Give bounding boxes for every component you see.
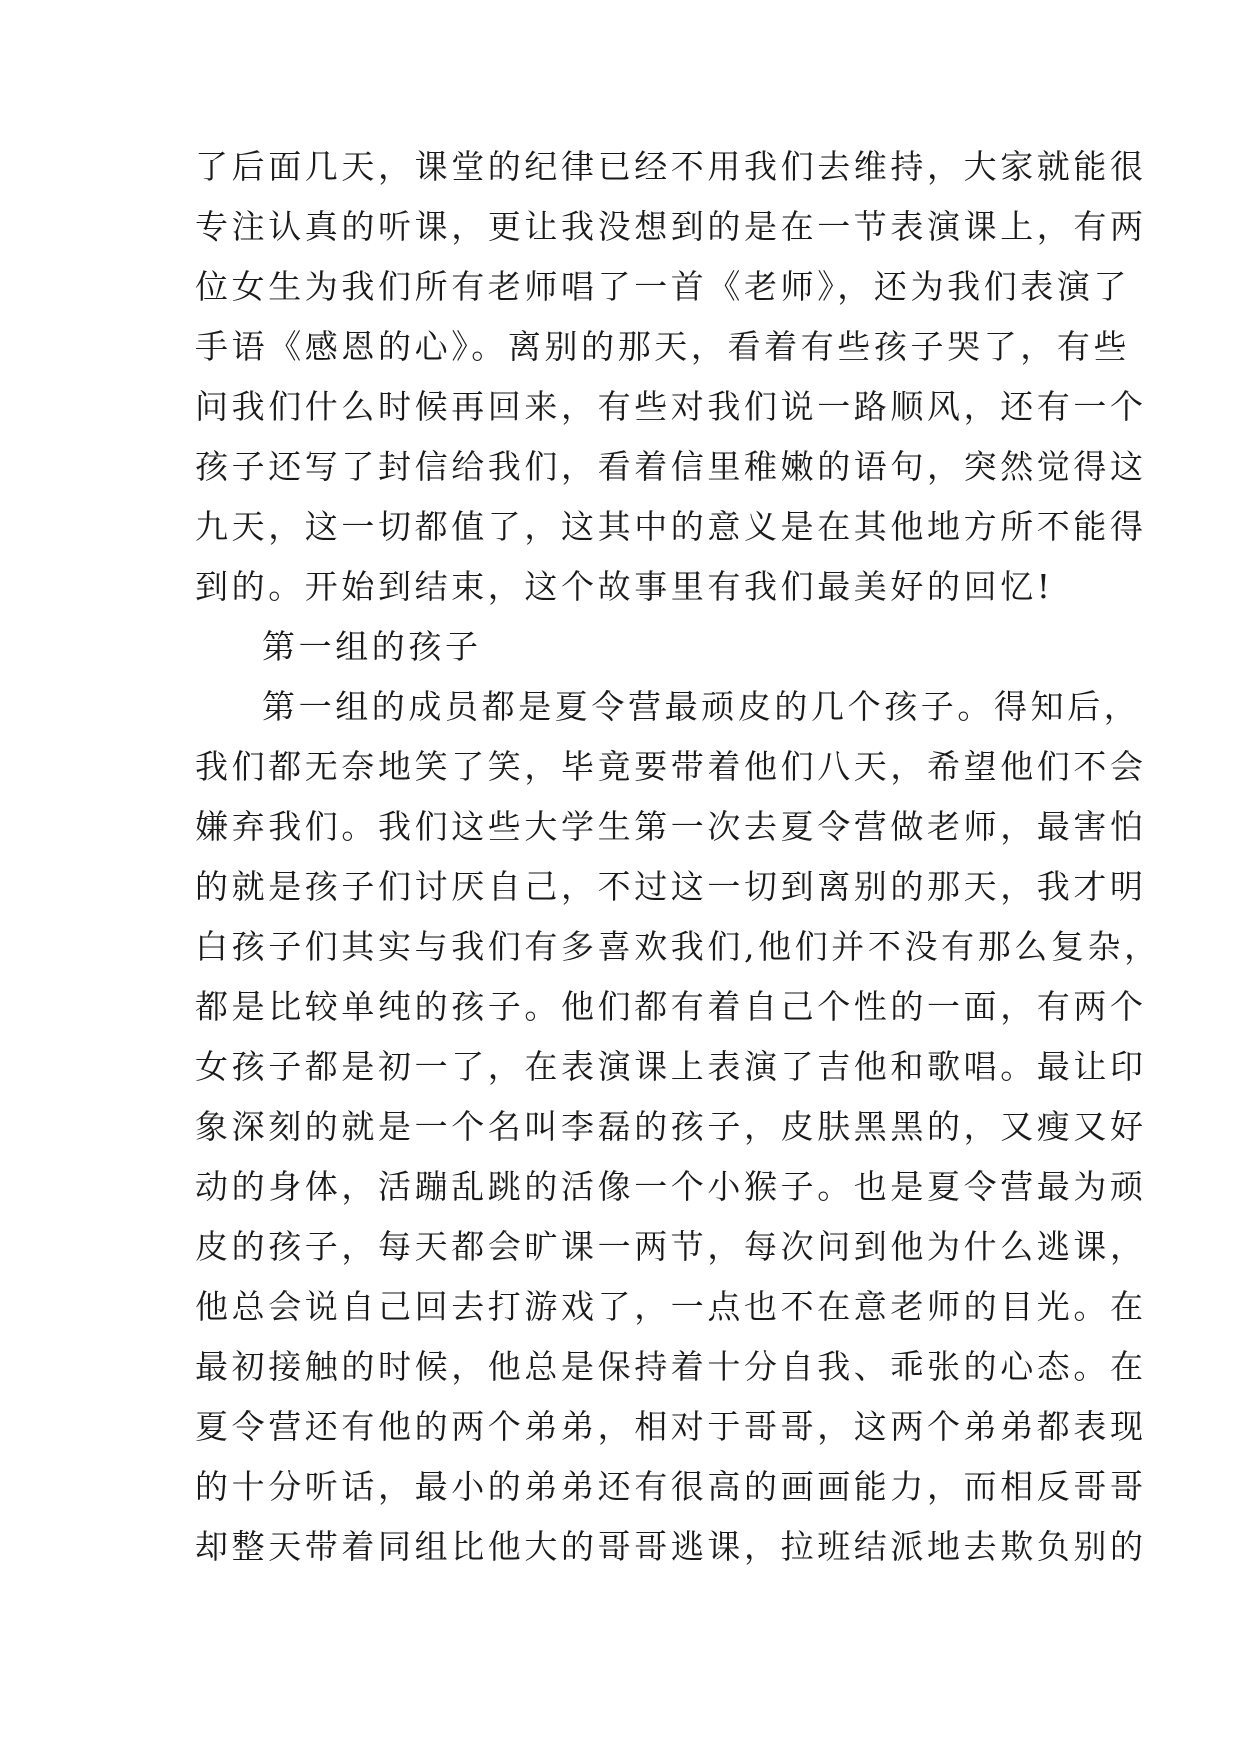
- text-line: 了后面几天，课堂的纪律已经不用我们去维持，大家就能很: [195, 147, 1147, 186]
- text-line: 夏令营还有他的两个弟弟，相对于哥哥，这两个弟弟都表现: [195, 1407, 1147, 1446]
- text-line: 到的。开始到结束，这个故事里有我们最美好的回忆!: [195, 567, 1054, 606]
- text-line: 他总会说自己回去打游戏了，一点也不在意老师的目光。在: [195, 1287, 1147, 1326]
- text-line: 象深刻的就是一个名叫李磊的孩子，皮肤黑黑的，又瘦又好: [195, 1107, 1147, 1146]
- text-line: 九天，这一切都值了，这其中的意义是在其他地方所不能得: [195, 507, 1147, 546]
- text-line: 位女生为我们所有老师唱了一首《老师》，还为我们表演了: [195, 267, 1131, 306]
- text-line: 最初接触的时候，他总是保持着十分自我、乖张的心态。在: [195, 1347, 1147, 1386]
- text-line: 女孩子都是初一了，在表演课上表演了吉他和歌唱。最让印: [195, 1047, 1147, 1086]
- text-line: 问我们什么时候再回来，有些对我们说一路顺风，还有一个: [195, 387, 1147, 426]
- text-line: 白孩子们其实与我们有多喜欢我们,他们并不没有那么复杂，: [195, 927, 1161, 966]
- text-line: 我们都无奈地笑了笑，毕竟要带着他们八天，希望他们不会: [195, 747, 1147, 786]
- text-line: 手语《感恩的心》。离别的那天，看着有些孩子哭了，有些: [195, 327, 1131, 366]
- text-line: 嫌弃我们。我们这些大学生第一次去夏令营做老师，最害怕: [195, 807, 1147, 846]
- text-line: 专注认真的听课，更让我没想到的是在一节表演课上，有两: [195, 207, 1147, 246]
- text-line: 皮的孩子，每天都会旷课一两节，每次问到他为什么逃课，: [195, 1227, 1147, 1266]
- text-line: 都是比较单纯的孩子。他们都有着自己个性的一面，有两个: [195, 987, 1147, 1026]
- text-line: 孩子还写了封信给我们，看着信里稚嫩的语句，突然觉得这: [195, 447, 1147, 486]
- text-line: 动的身体，活蹦乱跳的活像一个小猴子。也是夏令营最为顽: [195, 1167, 1147, 1206]
- text-line: 第一组的成员都是夏令营最顽皮的几个孩子。得知后，: [262, 687, 1141, 726]
- section-heading: 第一组的孩子: [262, 627, 482, 666]
- text-line: 的就是孩子们讨厌自己，不过这一切到离别的那天，我才明: [195, 867, 1147, 906]
- text-line: 却整天带着同组比他大的哥哥逃课，拉班结派地去欺负别的: [195, 1527, 1147, 1566]
- text-line: 的十分听话，最小的弟弟还有很高的画画能力，而相反哥哥: [195, 1467, 1147, 1506]
